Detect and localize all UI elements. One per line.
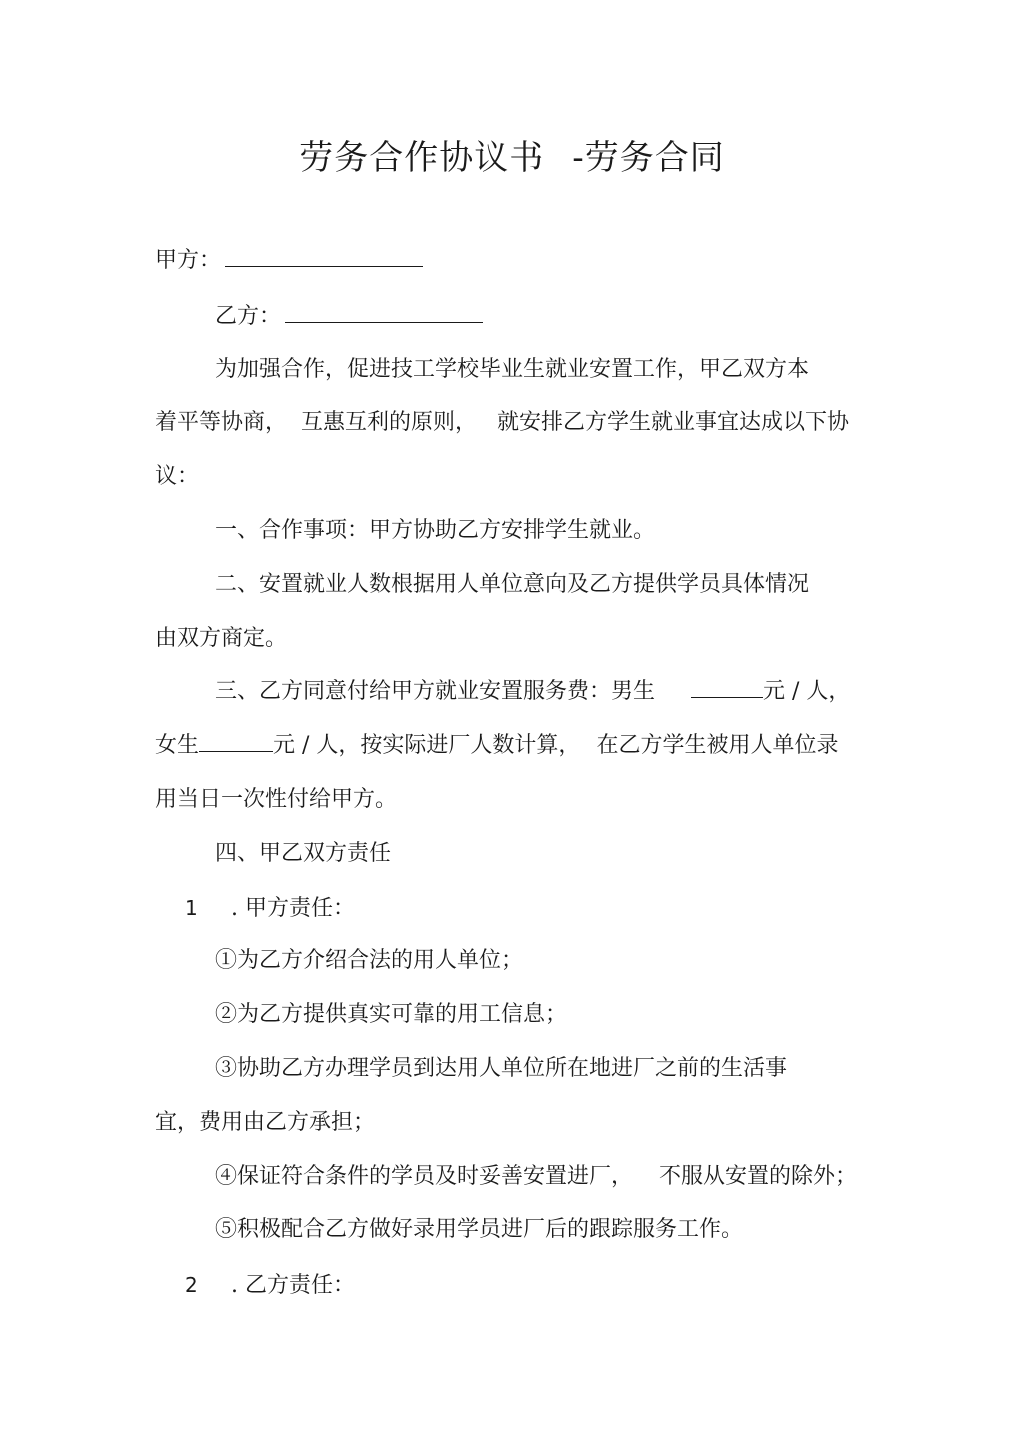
clause-2-line-1: 二、安置就业人数根据用人单位意向及乙方提供学员具体情况 [215,572,810,597]
title-main: 劳务合作协议书 [299,138,545,178]
duty-a-label: . 甲方责任： [231,896,355,921]
duty-a-item-4-part-2: 不服从安置的除外； [659,1164,858,1189]
title-suffix: -劳务合同 [572,138,725,178]
intro-line-1: 为加强合作，促进技工学校毕业生就业安置工作，甲乙双方本 [215,357,810,382]
intro-line-2-part-1: 着平等协商， [155,410,288,435]
female-fee-blank [199,733,273,752]
clause-3-calc: 按实际进厂人数计算， [360,733,581,758]
intro-line-3: 议： [155,464,200,489]
clause-2-line-2: 由双方商定。 [155,626,288,651]
clause-4-heading: 四、甲乙双方责任 [215,841,392,866]
clause-3-line-2 [155,731,838,761]
duty-a-number: 1 [185,896,198,920]
document-title [0,130,1024,179]
clause-1: 一、合作事项：甲方协助乙方安排学生就业。 [215,518,656,543]
duty-a-item-4-part-1: ④保证符合条件的学员及时妥善安置进厂， [215,1164,634,1189]
clause-3-end: 在乙方学生被用人单位录 [596,733,839,758]
duty-b-label: . 乙方责任： [231,1273,355,1298]
clause-3-prefix: 三、乙方同意付给甲方就业安置服务费：男生 [215,679,656,704]
duty-b-number: 2 [185,1273,198,1297]
duty-a-item-2: ②为乙方提供真实可靠的用工信息； [215,1002,568,1027]
duty-a-item-5: ⑤积极配合乙方做好录用学员进厂后的跟踪服务工作。 [215,1217,744,1242]
intro-line-2 [155,408,849,438]
party-b-label: 乙方： [215,304,282,329]
duty-a-item-3: ③协助乙方办理学员到达用人单位所在地进厂之前的生活事 [215,1056,788,1081]
party-a-line [155,246,423,276]
intro-line-2-part-2: 互惠互利的原则， [301,410,478,435]
duty-a-item-3-cont: 宜，费用由乙方承担； [155,1110,376,1135]
duty-b-heading [185,1270,355,1301]
male-fee-blank [691,679,763,698]
intro-line-2-part-3: 就安排乙方学生就业事宜达成以下协 [497,410,850,435]
clause-3-line-3: 用当日一次性付给甲方。 [155,787,398,812]
party-a-blank [225,248,423,267]
party-b-blank [285,304,483,323]
duty-a-heading [185,893,355,924]
male-fee-unit: 元 / 人， [763,679,851,704]
female-fee-unit: 元 / 人， [273,733,361,758]
duty-a-item-4 [215,1162,857,1192]
clause-3-line-1 [215,677,850,707]
duty-a-item-1: ①为乙方介绍合法的用人单位； [215,948,524,973]
party-a-label: 甲方： [155,248,222,273]
party-b-line [215,302,483,332]
female-label: 女生 [155,733,200,758]
